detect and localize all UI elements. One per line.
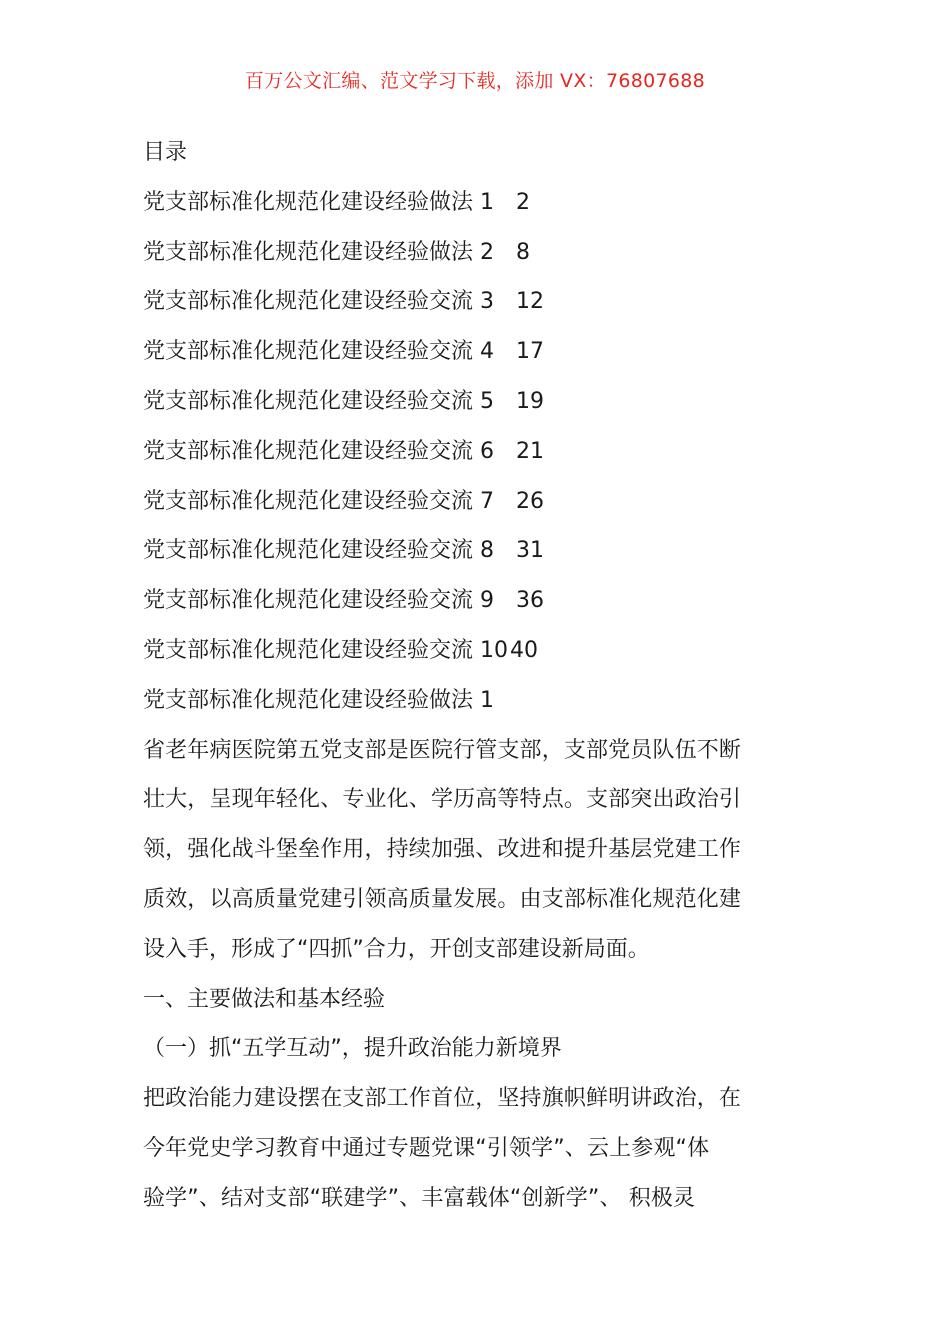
toc-entry-page: 36 (516, 588, 544, 614)
section-heading: 一、主要做法和基本经验 (143, 986, 386, 1012)
toc-entry-title: 党支部标准化规范化建设经验交流 7 (143, 488, 494, 514)
paragraph-line: 质效，以高质量党建引领高质量发展。由支部标准化规范化建 (143, 886, 742, 912)
toc-entry-page: 8 (516, 239, 530, 265)
toc-entry-page: 26 (516, 488, 544, 514)
toc-entry[interactable] (143, 576, 807, 626)
toc-entry[interactable] (143, 427, 807, 477)
toc-entry-page: 17 (516, 339, 544, 365)
toc-title: 目录 (143, 140, 188, 165)
toc-entry-title: 党支部标准化规范化建设经验交流 10 (143, 637, 508, 663)
paragraph-line: 领，强化战斗堡垒作用，持续加强、改进和提升基层党建工作 (143, 837, 742, 863)
toc-entry[interactable] (143, 178, 807, 228)
toc-entry[interactable] (143, 327, 807, 377)
paragraph-line: 验学”、结对支部“联建学”、丰富载体“创新学”、 积极灵 (143, 1185, 696, 1211)
document-content (143, 128, 807, 1224)
toc-entry-title: 党支部标准化规范化建设经验做法 2 (143, 239, 494, 265)
paragraph-line: 省老年病医院第五党支部是医院行管支部，支部党员队伍不断 (143, 737, 742, 763)
toc-entry[interactable] (143, 477, 807, 527)
paragraph-line: 把政治能力建设摆在支部工作首位，坚持旗帜鲜明讲政治，在 (143, 1086, 742, 1112)
subsection-heading: （一）抓“五学互动”，提升政治能力新境界 (143, 1036, 562, 1062)
toc-entry-title: 党支部标准化规范化建设经验做法 1 (143, 189, 494, 215)
toc-entry[interactable] (143, 228, 807, 278)
toc-entry-title: 党支部标准化规范化建设经验交流 6 (143, 438, 494, 464)
header-banner: 百万公文汇编、范文学习下载，添加 VX：76807688 (244, 70, 706, 92)
paragraph-line: 设入手，形成了“四抓”合力，开创支部建设新局面。 (143, 936, 650, 962)
article-title: 党支部标准化规范化建设经验做法 1 (143, 687, 494, 713)
toc-entry-title: 党支部标准化规范化建设经验交流 8 (143, 538, 494, 564)
toc-entry[interactable] (143, 277, 807, 327)
toc-entry-page: 2 (516, 189, 530, 215)
paragraph-line: 今年党史学习教育中通过专题党课“引领学”、云上参观“体 (143, 1135, 710, 1161)
toc-entry[interactable] (143, 626, 807, 676)
toc-entry-title: 党支部标准化规范化建设经验交流 5 (143, 388, 494, 414)
toc-entry-page: 40 (510, 637, 538, 663)
toc-entry-title: 党支部标准化规范化建设经验交流 9 (143, 588, 494, 614)
toc-entry[interactable] (143, 377, 807, 427)
paragraph-line: 壮大，呈现年轻化、专业化、学历高等特点。支部突出政治引 (143, 787, 742, 813)
toc-entry-title: 党支部标准化规范化建设经验交流 4 (143, 339, 494, 365)
toc-entry-page: 21 (516, 438, 544, 464)
toc-entry-title: 党支部标准化规范化建设经验交流 3 (143, 289, 494, 315)
toc-entry-page: 31 (516, 538, 544, 564)
toc-entry-page: 12 (516, 289, 544, 315)
toc-entry-page: 19 (516, 388, 544, 414)
toc-entry[interactable] (143, 526, 807, 576)
